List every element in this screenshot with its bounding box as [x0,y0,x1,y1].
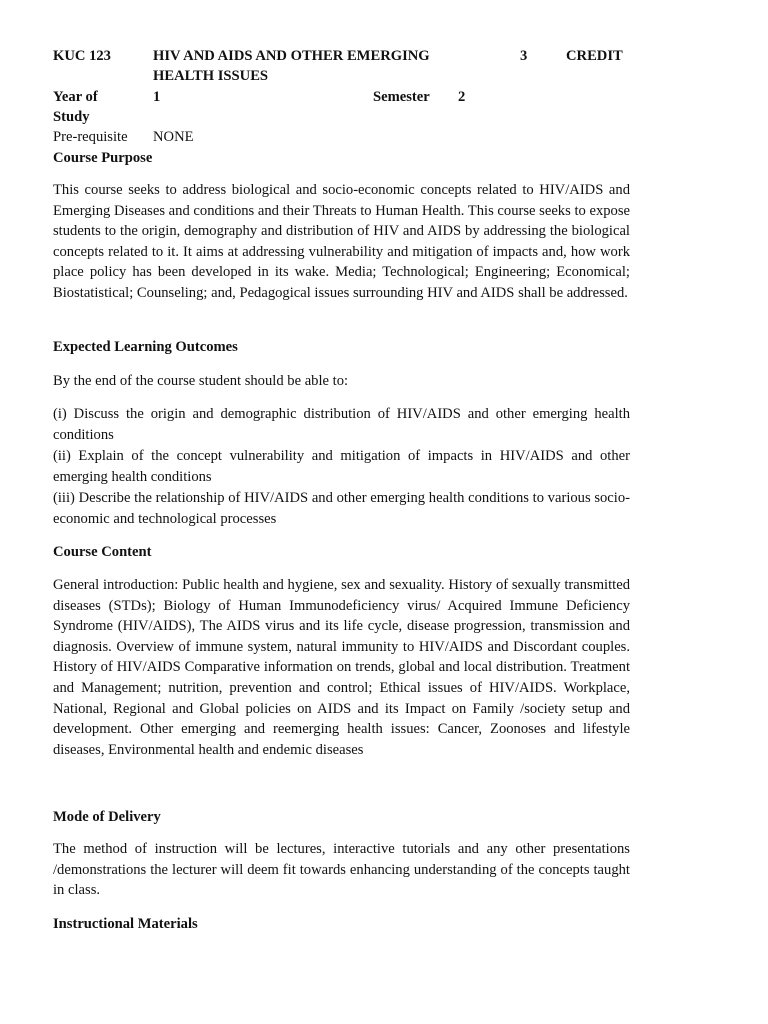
year-of-study-label: Year of Study [53,89,98,125]
mode-of-delivery-text: The method of instruction will be lectures, interactive tutorials and any other presentations /demonstrations the lecturer will deem fit towards enhancing understanding of the concepts taught in class. [53,841,630,899]
credit-label: CREDIT [566,48,623,64]
course-code: KUC 123 [53,48,111,64]
learning-outcome-item: (i) Discuss the origin and demographic distribution of HIV/AIDS and other emerging health conditions [53,406,630,443]
course-content-heading: Course Content [53,544,152,560]
learning-outcome-item: (ii) Explain of the concept vulnerability and mitigation of impacts in HIV/AIDS and other emerging health conditions [53,448,630,485]
mode-of-delivery-heading: Mode of Delivery [53,809,161,825]
year-of-study-value: 1 [153,89,161,105]
course-title: HIV AND AIDS AND OTHER EMERGING HEALTH ISSUES [153,48,430,84]
credit-value: 3 [520,48,528,64]
semester-label: Semester [373,89,430,105]
prerequisite-label: Pre-requisite [53,129,128,145]
course-purpose-text: This course seeks to address biological and socio-economic concepts related to HIV/AIDS and Emerging Diseases and conditions and their Threats to Human Health. This course seeks to expose students to the origin, demography and distribution of HIV and AIDS by addressing the biological concepts related to it. It aims at addressing vulnerability and mitigation of impacts and, how work place policy has been developed in its wake. Media; Technological; Engineering; Economical; Biostatistical; Counseling; and, Pedagogical issues surrounding HIV and AIDS shall be addressed. [53,182,630,301]
course-content-text: General introduction: Public health and hygiene, sex and sexuality. History of sexually transmitted diseases (STDs); Biology of Human Immunodeficiency virus/ Acquired Immune Deficiency Syndrome (HIV/AIDS), The AIDS virus and its life cycle, disease progression, transmission and diagnosis. Overview of immune system, natural immunity to HIV/AIDS and Discordant couples. History of HIV/AIDS Comparative information on trends, global and local distribution. Treatment and Management; nutrition, prevention and control; Ethical issues of HIV/AIDS. Workplace, National, Regional and Global policies on AIDS and its Impact on Family /society setup and development. Other emerging and reemerging health issues: Cancer, Zoonoses and lifestyle diseases, Environmental health and endemic diseases [53,577,630,758]
prerequisite-value: NONE [153,129,194,145]
course-purpose-heading: Course Purpose [53,150,153,166]
learning-outcome-item: (iii) Describe the relationship of HIV/AIDS and other emerging health conditions to various socio-economic and technological processes [53,490,630,527]
semester-value: 2 [458,89,466,105]
instructional-materials-heading: Instructional Materials [53,916,198,932]
learning-outcomes-heading: Expected Learning Outcomes [53,339,238,355]
learning-outcomes-intro: By the end of the course student should be able to: [53,373,349,389]
